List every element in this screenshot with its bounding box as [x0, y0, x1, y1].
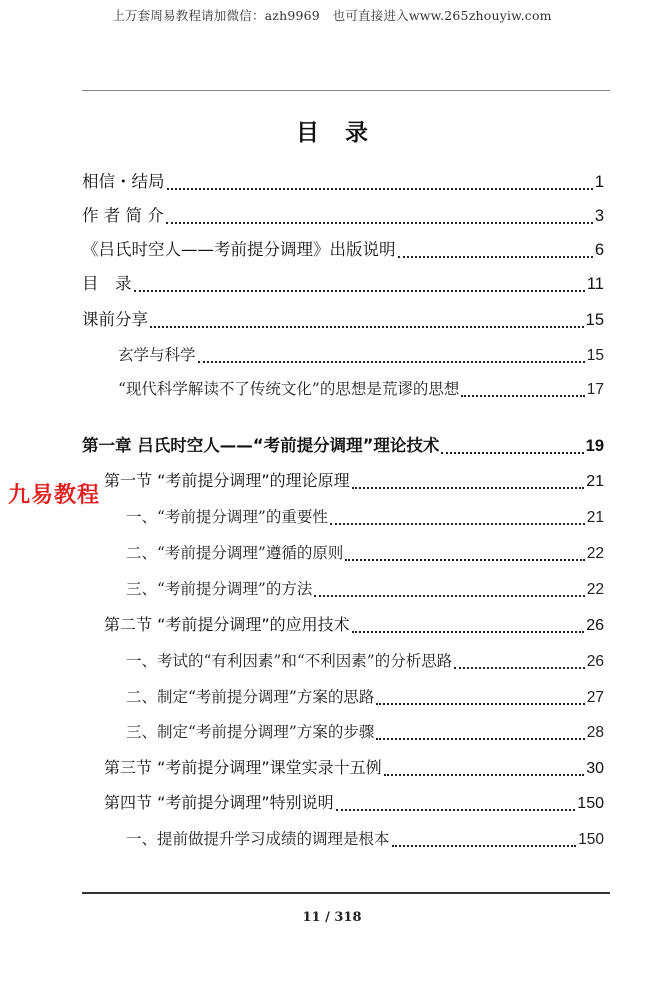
dot-leader: [376, 703, 584, 705]
toc-entry-page: 22: [586, 581, 604, 598]
toc-entry[interactable]: [82, 272, 604, 296]
dot-leader: [336, 809, 576, 811]
dot-leader: [461, 395, 584, 397]
toc-entry[interactable]: [104, 613, 604, 637]
top-divider: [82, 90, 610, 91]
dot-leader: [198, 361, 585, 363]
dot-leader: [376, 738, 584, 740]
dot-leader: [166, 222, 593, 224]
bottom-divider: [82, 892, 610, 894]
toc-entry-label: 第三节 “考前提分调理”课堂实录十五例: [104, 758, 382, 777]
toc-entry-page: 15: [585, 311, 604, 329]
toc-entry-page: 11: [586, 275, 604, 293]
toc-entry[interactable]: [82, 308, 604, 332]
toc-entry[interactable]: [104, 791, 604, 815]
toc-entry-page: 6: [594, 241, 604, 259]
toc-entry[interactable]: [82, 434, 604, 458]
dot-leader: [345, 559, 584, 561]
toc-entry-page: 15: [586, 347, 604, 364]
toc-entry[interactable]: [118, 343, 604, 367]
toc-entry-page: 21: [586, 509, 604, 526]
watermark-text: 九易教程: [8, 483, 101, 508]
toc-entry-label: “现代科学解读不了传统文化”的思想是荒谬的思想: [118, 380, 460, 398]
toc-entry-page: 17: [586, 381, 604, 398]
toc-entry-label: 三、“考前提分调理”的方法: [126, 580, 313, 598]
toc-entry-page: 22: [586, 545, 604, 562]
toc-entry-page: 27: [586, 689, 604, 706]
toc-entry-page: 26: [586, 617, 604, 634]
toc-entry[interactable]: [126, 505, 604, 529]
dot-leader: [398, 256, 593, 258]
toc-entry-page: 26: [586, 653, 604, 670]
dot-leader: [454, 667, 585, 669]
toc-entry[interactable]: [82, 204, 604, 228]
toc-entry[interactable]: [126, 541, 604, 565]
toc-entry-page: 19: [585, 437, 604, 455]
toc-entry[interactable]: [126, 685, 604, 709]
dot-leader: [352, 631, 585, 633]
page-number: 11 / 318: [302, 910, 362, 925]
toc-entry-label: 课前分享: [82, 310, 148, 329]
toc-entry-label: 一、考试的“有利因素”和“不利因素”的分析思路: [126, 652, 453, 670]
toc-entry[interactable]: [104, 469, 604, 493]
dot-leader: [352, 487, 585, 489]
toc-entry-label: 第一章 吕氏时空人——“考前提分调理”理论技术: [82, 436, 440, 455]
toc-entry-page: 21: [586, 473, 604, 490]
toc-entry-label: 一、提前做提升学习成绩的调理是根本: [126, 830, 390, 848]
dot-leader: [392, 845, 577, 847]
toc-entry-label: 第四节 “考前提分调理”特别说明: [104, 793, 334, 812]
toc-entry[interactable]: [82, 238, 604, 262]
toc-entry-label: 目 录: [82, 274, 132, 293]
toc-entry[interactable]: [126, 827, 604, 851]
header-banner: 上万套周易教程请加微信：azh9969 也可直接进入www.265zhouyiw.com: [112, 8, 552, 23]
toc-entry[interactable]: [82, 170, 604, 194]
toc-entry-page: 30: [586, 760, 604, 777]
toc-entry-label: 玄学与科学: [118, 346, 196, 364]
dot-leader: [314, 595, 584, 597]
toc-entry[interactable]: [104, 756, 604, 780]
toc-entry[interactable]: [118, 377, 604, 401]
toc-entry-label: 第二节 “考前提分调理”的应用技术: [104, 615, 350, 634]
dot-leader: [134, 290, 585, 292]
dot-leader: [167, 188, 593, 190]
toc-entry-page: 28: [586, 724, 604, 741]
dot-leader: [150, 326, 584, 328]
toc-entry-label: 二、“考前提分调理”遵循的原则: [126, 544, 344, 562]
toc-entry[interactable]: [126, 649, 604, 673]
toc-entry[interactable]: [126, 577, 604, 601]
toc-entry-label: 《吕氏时空人——考前提分调理》出版说明: [82, 240, 396, 259]
toc-entry-page: 150: [578, 831, 604, 848]
toc-entry-label: 三、制定“考前提分调理”方案的步骤: [126, 723, 375, 741]
toc-entry-page: 3: [594, 207, 604, 225]
toc-entry-label: 一、“考前提分调理”的重要性: [126, 508, 328, 526]
toc-entry-label: 第一节 “考前提分调理”的理论原理: [104, 471, 350, 490]
toc-entry-label: 作 者 简 介: [82, 206, 164, 225]
dot-leader: [384, 774, 585, 776]
page-title: 目录: [296, 120, 394, 146]
toc-entry-label: 二、制定“考前提分调理”方案的思路: [126, 688, 375, 706]
toc-entry-page: 150: [577, 795, 604, 812]
toc-entry[interactable]: [126, 720, 604, 744]
dot-leader: [441, 452, 583, 454]
toc-entry-label: 相信・结局: [82, 172, 165, 191]
toc-entry-page: 1: [594, 173, 604, 191]
dot-leader: [330, 523, 585, 525]
